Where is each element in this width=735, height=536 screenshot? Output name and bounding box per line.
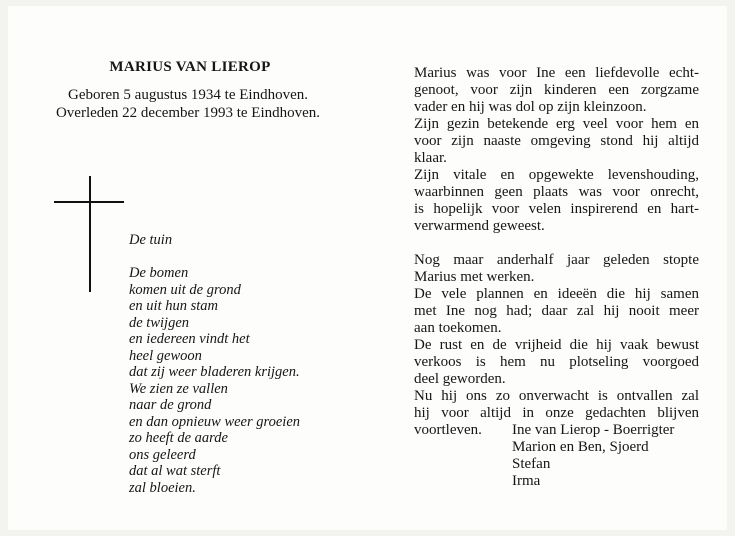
text-line: is hopelijk voor velen inspirerend en hart-: [414, 201, 699, 217]
poem-line: ons geleerd: [129, 446, 196, 463]
text-line: Nu hij ons zo onverwacht is ontvallen zal: [414, 388, 699, 404]
text-line: deel geworden.: [414, 371, 506, 387]
signer-name: Marion en Ben, Sjoerd: [512, 439, 649, 455]
signer-name: Irma: [512, 473, 541, 489]
poem-line: naar de grond: [129, 397, 212, 413]
poem-line: en iedereen vindt het: [129, 331, 250, 347]
text-line: klaar.: [414, 150, 447, 166]
text-line: aan toekomen.: [414, 320, 502, 336]
text-line: Zijn gezin betekende erg veel voor hem en: [414, 116, 699, 132]
birth-line: Geboren 5 augustus 1934 te Eindhoven.: [68, 87, 308, 103]
life-dates: [38, 86, 338, 122]
text-line: verkoos is hem nu plotseling voorgoed: [414, 354, 699, 370]
text-line: vader en hij was dol op zijn kleinzoon.: [414, 99, 647, 115]
left-page: [8, 6, 368, 530]
text-line: voor zijn naaste omgeving stond hij altijd: [414, 133, 699, 149]
poem-line: zo heeft de aarde: [129, 430, 228, 446]
poem-line: heel gewoon: [129, 347, 202, 364]
poem-line: de twijgen: [129, 314, 190, 331]
text-line: met Ine nog had; daar zal hij nooit meer: [414, 303, 699, 319]
memorial-card: [8, 6, 727, 530]
poem-line: dat al wat sterft: [129, 463, 221, 479]
poem-line: komen uit de grond: [129, 281, 241, 298]
cross-icon: [54, 176, 124, 292]
deceased-name: MARIUS VAN LIEROP: [109, 59, 271, 75]
memorial-text: [414, 65, 699, 439]
text-line: Marius was voor Ine een liefdevolle echt-: [414, 65, 699, 81]
text-line: hij voor altijd in onze gedachten blijven: [414, 405, 699, 421]
signers: [512, 422, 674, 490]
right-page: [368, 6, 727, 530]
poem-line: en dan opnieuw weer groeien: [129, 413, 301, 430]
text-line: verwarmend geweest.: [414, 218, 545, 234]
poem-line: dat zij weer bladeren krijgen.: [129, 364, 300, 380]
paragraph-2: [414, 252, 699, 439]
signer-name: Stefan: [512, 456, 551, 472]
signer-name: Ine van Lierop - Boerrigter: [512, 422, 675, 438]
paragraph-1: [414, 65, 699, 235]
poem-line: We zien ze vallen: [129, 380, 228, 397]
text-line: waarbinnen geen plaats was voor onrecht,: [414, 184, 699, 200]
poem-title: De tuin: [129, 232, 173, 248]
text-line: genoot, voor zijn kinderen een zorgzame: [414, 82, 699, 98]
text-line: De rust en de vrijheid die hij vaak bewust: [414, 337, 699, 353]
text-line: Zijn vitale en opgewekte levenshouding,: [414, 167, 699, 183]
text-line: voortleven.: [414, 422, 482, 438]
poem-line: zal bloeien.: [129, 479, 196, 496]
poem-line: De bomen: [129, 265, 189, 281]
poem: [129, 232, 300, 496]
text-line: Marius met werken.: [414, 269, 535, 285]
text-line: De vele plannen en ideeën die hij samen: [414, 286, 699, 302]
text-line: Nog maar anderhalf jaar geleden stopte: [414, 252, 699, 268]
poem-line: en uit hun stam: [129, 298, 219, 314]
death-line: Overleden 22 december 1993 te Eindhoven.: [55, 105, 321, 121]
